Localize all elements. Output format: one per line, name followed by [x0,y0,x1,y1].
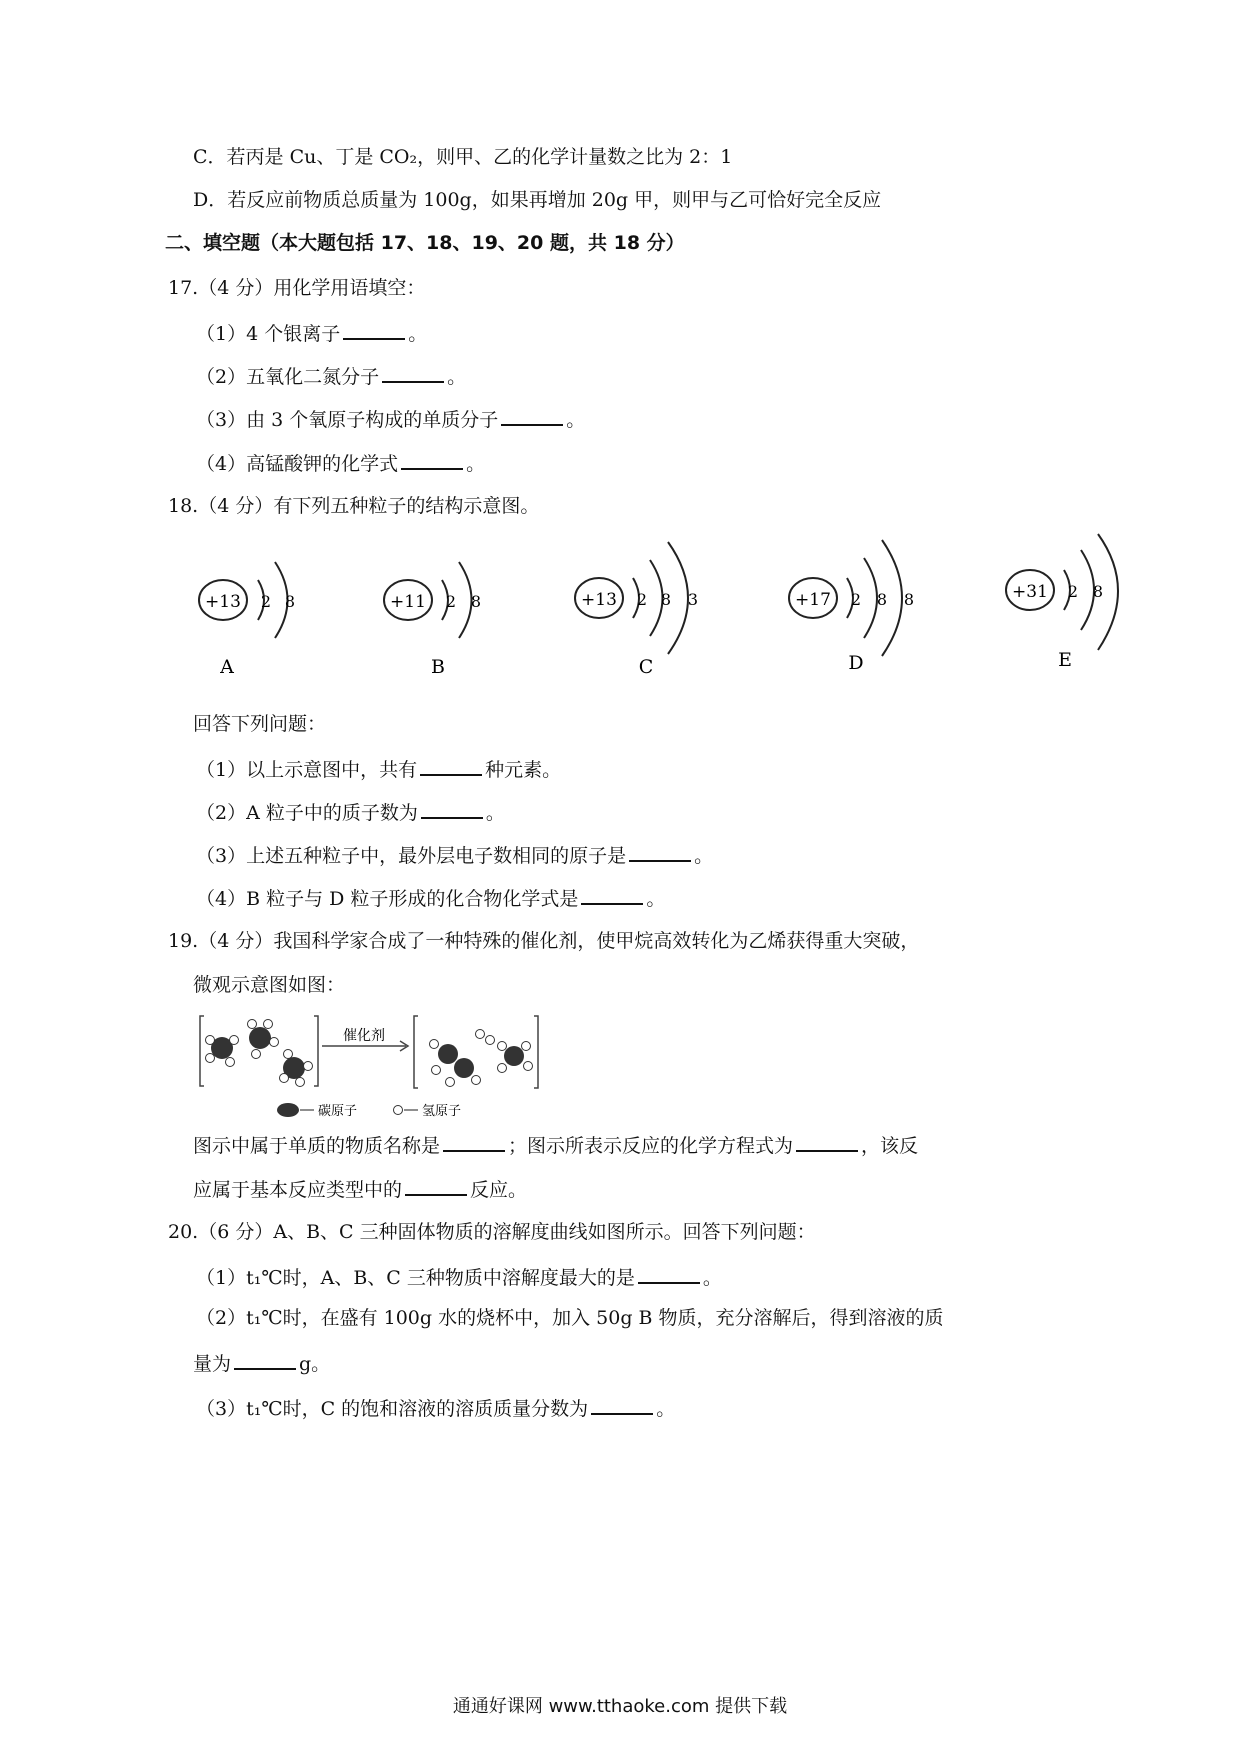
q18-sub4-text: （4）B 粒子与 D 粒子形成的化合物化学式是 [196,888,579,910]
nucleus-charge: +11 [390,592,426,612]
q19-stem: 19.（4 分）我国科学家合成了一种特殊的催化剂，使甲烷高效转化为乙烯获得重大突破， [168,930,920,952]
q18-sub2 [196,799,505,825]
catalyst-label: 催化剂 [343,1028,385,1044]
nucleus-charge: +31 [1012,582,1048,602]
hydrogen-molecule [476,1030,495,1045]
answer-blank[interactable] [382,363,444,383]
answer-blank[interactable] [796,1132,858,1152]
answer-blank[interactable] [501,406,563,426]
q16-option-d: D．若反应前物质总质量为 100g，如果再增加 20g 甲，则甲与乙可恰好完全反应 [193,189,882,211]
hydrogen-atom-icon [394,1106,403,1115]
legend-carbon: 碳原子 [318,1104,358,1119]
q20-sub2-continued [193,1350,330,1376]
q16-option-c: C．若丙是 Cu、丁是 CO₂，则甲、乙的化学计量数之比为 2：1 [193,146,733,168]
legend-hydrogen: 氢原子 [422,1104,462,1119]
q18-sub1-text: （1）以上示意图中，共有 [196,759,418,781]
q19-ans1-end: ，该反 [861,1135,919,1157]
answer-blank[interactable] [343,320,405,340]
shell-electrons: 2 [636,590,648,609]
q17-sub4-text: （4）高锰酸钾的化学式 [196,453,399,475]
answer-blank[interactable] [401,450,463,470]
shell-electrons: 3 [687,590,699,609]
q17-sub2-text: （2）五氧化二氮分子 [196,366,380,388]
q17-sub1-text: （1）4 个银离子 [196,323,341,345]
q17-sub2 [196,363,466,389]
q20-sub3-text: （3）t₁℃时，C 的饱和溶液的溶质质量分数为 [196,1398,589,1420]
q17-sub1-end: 。 [408,323,428,345]
particle-b [384,562,481,678]
q17-sub2-end: 。 [447,366,467,388]
q19-answer-line1 [193,1132,918,1158]
q17-sub3 [196,406,585,432]
nucleus-charge: +13 [581,590,617,610]
answer-blank[interactable] [638,1264,700,1284]
shell-electrons: 2 [1067,582,1079,601]
q17-sub4-end: 。 [466,453,486,475]
q17-sub1 [196,320,427,346]
section-heading: 二、填空题（本大题包括 17、18、19、20 题，共 18 分） [165,232,685,254]
nucleus-charge: +17 [795,590,831,610]
methane-molecule [248,1020,279,1059]
q18-sub3-text: （3）上述五种粒子中，最外层电子数相同的原子是 [196,845,627,867]
q18-sub4-end: 。 [646,888,666,910]
q17-sub3-end: 。 [566,409,586,431]
answer-blank[interactable] [420,756,482,776]
particle-label: E [1058,649,1072,671]
particle-label: B [431,656,445,678]
shell-electrons: 8 [903,590,915,609]
particle-e [1006,534,1118,671]
q20-sub1 [196,1264,722,1290]
q19-answer-line2 [193,1176,527,1202]
q18-sub3 [196,842,713,868]
shell-electrons: 2 [260,592,272,611]
particle-a [199,562,295,678]
shell-electrons: 2 [850,590,862,609]
q18-sub2-end: 。 [485,802,505,824]
q20-sub1-text: （1）t₁℃时，A、B、C 三种物质中溶解度最大的是 [196,1267,635,1289]
q19-stem-continued: 微观示意图如图： [193,974,346,996]
reaction-micro-diagram [196,1010,556,1125]
q20-stem: 20.（6 分）A、B、C 三种固体物质的溶解度曲线如图所示。回答下列问题： [168,1221,816,1243]
methane-molecule [206,1036,239,1067]
answer-blank[interactable] [234,1350,296,1370]
q18-answer-intro: 回答下列问题： [193,713,327,735]
q19-ans1-mid: ；图示所表示反应的化学方程式为 [508,1135,794,1157]
q18-sub3-end: 。 [694,845,714,867]
particle-label: A [220,656,234,678]
q18-stem: 18.（4 分）有下列五种粒子的结构示意图。 [168,495,540,517]
q19-ans2-end: 反应。 [470,1179,528,1201]
shell-electrons: 8 [284,592,296,611]
q18-sub4 [196,885,665,911]
shell-electrons: 2 [445,592,457,611]
q20-sub1-end: 。 [702,1267,722,1289]
q18-sub1 [196,756,561,782]
q17-sub3-text: （3）由 3 个氧原子构成的单质分子 [196,409,499,431]
carbon-atom-icon [277,1103,299,1117]
answer-blank[interactable] [421,799,483,819]
shell-electrons: 8 [470,592,482,611]
answer-blank[interactable] [443,1132,505,1152]
particle-c [575,542,698,678]
answer-blank[interactable] [405,1176,467,1196]
q19-ans1-text: 图示中属于单质的物质名称是 [193,1135,441,1157]
methane-molecule [498,1042,533,1073]
answer-blank[interactable] [581,885,643,905]
q18-sub2-text: （2）A 粒子中的质子数为 [196,802,418,824]
ethylene-molecule [430,1040,481,1087]
q20-sub2b-end: g。 [299,1353,331,1375]
atom-structure-diagrams [180,530,1240,690]
particle-label: D [848,652,864,674]
shell-electrons: 8 [660,590,672,609]
particle-d [789,540,914,674]
q18-sub1-end: 种元素。 [485,759,562,781]
page-footer: 通通好课网 www.tthaoke.com 提供下载 [452,1696,788,1717]
q17-stem: 17.（4 分）用化学用语填空： [168,277,426,299]
q20-sub3 [196,1395,675,1421]
answer-blank[interactable] [629,842,691,862]
particle-label: C [638,656,654,678]
methane-molecule [280,1050,313,1087]
q20-sub2b-text: 量为 [193,1353,232,1375]
shell-electrons: 8 [1092,582,1104,601]
q19-ans2-text: 应属于基本反应类型中的 [193,1179,403,1201]
q20-sub3-end: 。 [656,1398,676,1420]
nucleus-charge: +13 [205,592,241,612]
q17-sub4 [196,450,485,476]
shell-electrons: 8 [876,590,888,609]
q20-sub2: （2）t₁℃时，在盛有 100g 水的烧杯中，加入 50g B 物质，充分溶解后，得到溶液的质 [196,1307,944,1329]
answer-blank[interactable] [591,1395,653,1415]
